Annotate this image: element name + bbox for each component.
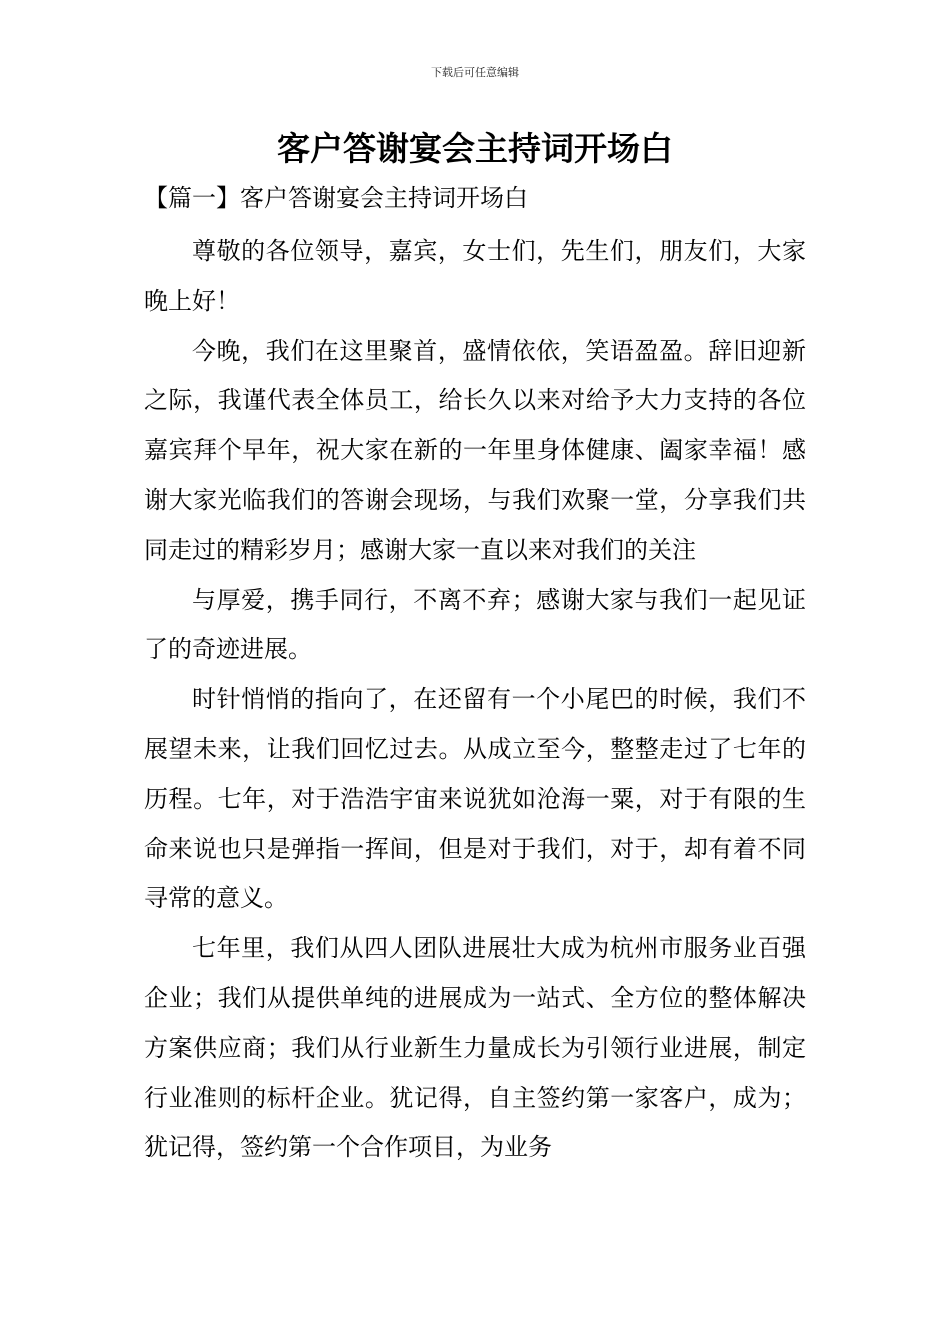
paragraph-growth: 七年里，我们从四人团队进展壮大成为杭州市服务业百强企业；我们从提供单纯的进展成为一站式、全方位的整体解决方案供应商；我们从行业新生力量成长为引领行业进展，制定行业准则的标杆企业。犹记得，自主签约第一家客户，成为；犹记得，签约第一个合作项目，为业务	[144, 934, 806, 1162]
paragraph-welcome: 今晚，我们在这里聚首，盛情依依，笑语盈盈。辞旧迎新之际，我谨代表全体员工，给长久以来对给予大力支持的各位嘉宾拜个早年，祝大家在新的一年里身体健康、阖家幸福！感谢大家光临我们的答谢会现场，与我们欢聚一堂，分享我们共同走过的精彩岁月；感谢大家一直以来对我们的关注	[144, 336, 806, 564]
paragraph-greeting: 尊敬的各位领导，嘉宾，女士们，先生们，朋友们，大家晚上好！	[144, 237, 806, 315]
paragraph-history: 时针悄悄的指向了，在还留有一个小尾巴的时候，我们不展望未来，让我们回忆过去。从成立至今，整整走过了七年的历程。七年，对于浩浩宇宙来说犹如沧海一粟，对于有限的生命来说也只是弹指一挥间，但是对于我们，对于，却有着不同寻常的意义。	[144, 685, 806, 913]
document-title: 客户答谢宴会主持词开场白	[277, 129, 673, 168]
section-heading: 【篇一】客户答谢宴会主持词开场白	[144, 184, 528, 212]
paragraph-thanks: 与厚爱，携手同行，不离不弃；感谢大家与我们一起见证了的奇迹进展。	[144, 585, 806, 664]
document-body	[144, 227, 806, 1173]
header-note: 下载后可任意编辑	[431, 66, 519, 79]
